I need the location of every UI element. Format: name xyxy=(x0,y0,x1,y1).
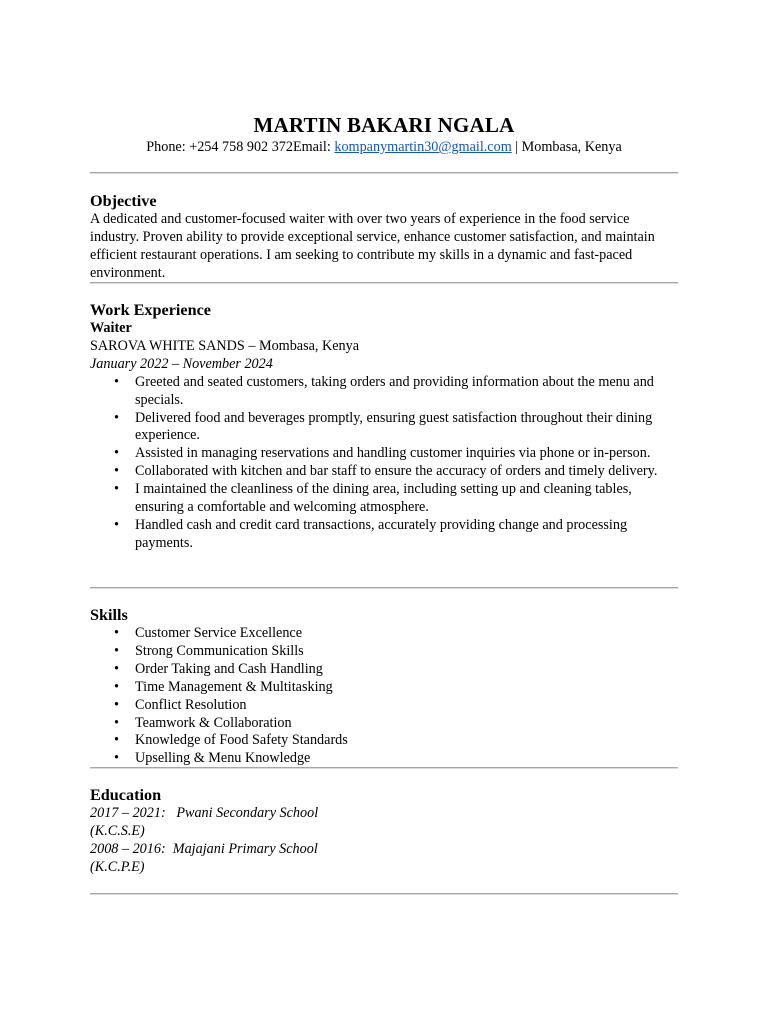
divider-skills xyxy=(90,767,678,769)
list-item: • Customer Service Excellence xyxy=(135,625,678,643)
list-item: • Order Taking and Cash Handling xyxy=(135,661,678,679)
education-qualification: (K.C.S.E) xyxy=(90,822,145,839)
divider-experience xyxy=(90,587,678,589)
candidate-name: MARTIN BAKARI NGALA xyxy=(253,113,515,137)
list-item: • Strong Communication Skills xyxy=(135,643,678,661)
objective-heading: Objective xyxy=(90,192,157,210)
list-item: • Conflict Resolution xyxy=(135,697,678,715)
employment-dates: January 2022 – November 2024 xyxy=(90,355,273,372)
education-school: Pwani Secondary School xyxy=(176,805,319,821)
experience-heading: Work Experience xyxy=(90,301,211,319)
education-dates: 2008 – 2016: xyxy=(90,840,166,857)
skills-heading: Skills xyxy=(90,606,128,624)
list-item: • Teamwork & Collaboration xyxy=(135,715,678,733)
divider-header xyxy=(90,172,678,174)
education-heading: Education xyxy=(90,786,162,804)
education-entry-primary xyxy=(90,841,678,859)
list-item: • Time Management & Multitasking xyxy=(135,679,678,697)
list-item: • I maintained the cleanliness of the dining area, including setting up and cleaning tables, ensuring a comfortable and welcoming atmosphere. xyxy=(135,481,678,517)
divider-objective xyxy=(90,282,678,284)
duties-list xyxy=(90,374,678,553)
list-item: • Delivered food and beverages promptly, ensuring guest satisfaction throughout their dining experience. xyxy=(135,410,678,446)
employer: SAROVA WHITE SANDS – Mombasa, Kenya xyxy=(90,337,360,354)
objective-text: A dedicated and customer-focused waiter with over two years of experience in the food service industry. Proven ability to provide exceptional service, enhance customer satisfaction, and maintain efficient restaurant operations. I am seeking to contribute my skills in a dynamic and fast-paced environment. xyxy=(90,211,655,281)
location-text: | Mombasa, Kenya xyxy=(511,139,622,155)
skills-list xyxy=(90,625,678,768)
education-dates: 2017 – 2021: xyxy=(90,805,166,821)
education-school: Majajani Primary School xyxy=(172,840,318,857)
education-entry-secondary xyxy=(90,805,678,823)
contact-line xyxy=(90,138,678,156)
list-item: • Upselling & Menu Knowledge xyxy=(135,750,678,768)
skills-section xyxy=(90,605,678,768)
education-section xyxy=(90,785,678,877)
divider-education xyxy=(90,893,678,895)
phone-email-label: Phone: +254 758 902 372Email: xyxy=(146,139,335,155)
list-item: • Handled cash and credit card transactions, accurately providing change and processing payments. xyxy=(135,517,678,553)
list-item: • Knowledge of Food Safety Standards xyxy=(135,732,678,750)
objective-section xyxy=(90,191,678,283)
job-title: Waiter xyxy=(90,320,132,336)
list-item: • Collaborated with kitchen and bar staff to ensure the accuracy of orders and timely delivery. xyxy=(135,463,678,481)
email-link[interactable]: kompanymartin30@gmail.com xyxy=(334,139,512,155)
experience-section xyxy=(90,300,678,553)
list-item: • Assisted in managing reservations and handling customer inquiries via phone or in-person. xyxy=(135,445,678,463)
list-item: • Greeted and seated customers, taking orders and providing information about the menu and specials. xyxy=(135,374,678,410)
education-qualification: (K.C.P.E) xyxy=(90,858,145,875)
